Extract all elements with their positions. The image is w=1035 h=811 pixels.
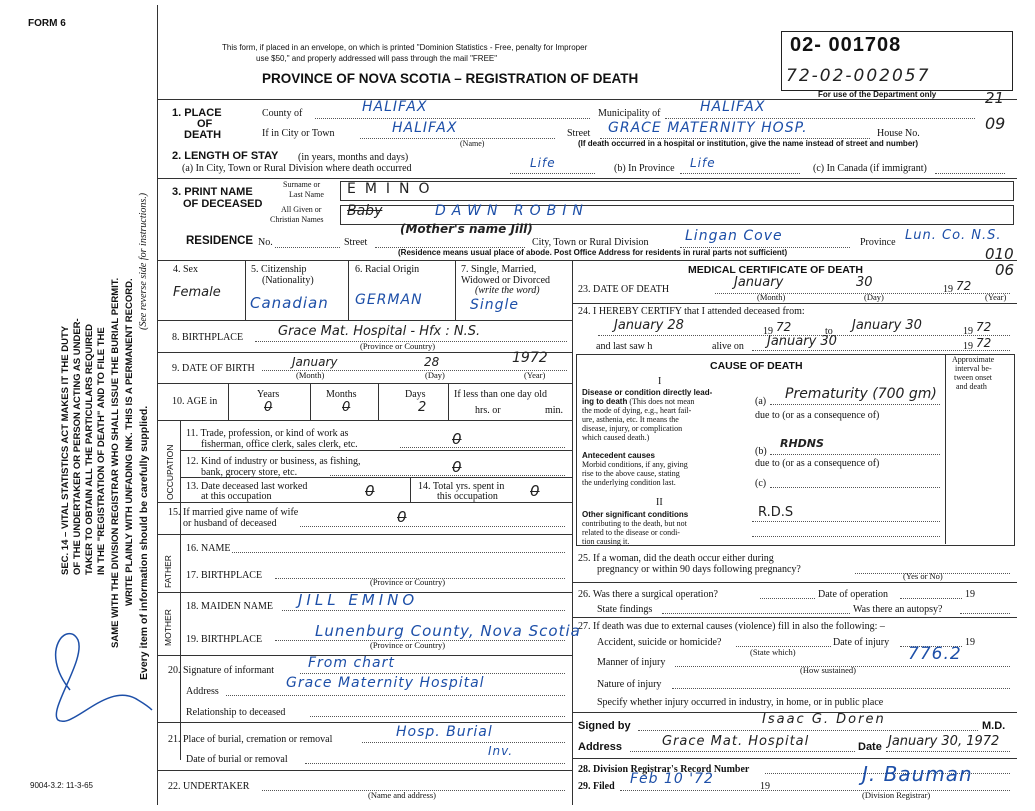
q29-label: 29. Filed [578, 781, 615, 792]
attended-from-prefix: 19 [763, 326, 773, 337]
city-value[interactable]: HALIFAX [392, 120, 458, 136]
medical-title: MEDICAL CERTIFICATE OF DEATH [688, 264, 863, 276]
roman-ii: II [656, 497, 663, 508]
given-crossed-value: Baby [347, 203, 383, 219]
house-code: 09 [985, 114, 1006, 133]
md-label: M.D. [982, 720, 1006, 732]
residence-city-label: City, Town or Rural Division [532, 237, 649, 248]
birthplace-label: 8. BIRTHPLACE [172, 332, 244, 343]
rule [157, 420, 572, 421]
q15-label-b: or husband of deceased [183, 518, 277, 529]
department-code: 21 [985, 89, 1005, 107]
dotline [305, 763, 565, 764]
vrule [348, 260, 349, 320]
left-margin-rule [157, 5, 158, 805]
residence-city-value[interactable]: Lingan Cove [685, 228, 783, 244]
mothers-name-note: (Mother's name Jill) [400, 222, 533, 236]
street-value[interactable]: GRACE MATERNITY HOSP. [608, 120, 808, 136]
rule [157, 502, 572, 503]
dotline [400, 447, 565, 448]
dotline [672, 688, 1010, 689]
dotline [752, 536, 940, 537]
postal-notice-2: use $50," and properly addressed will pass through the mail "FREE" [256, 54, 498, 63]
dotline [886, 751, 1010, 752]
rule [157, 352, 572, 353]
last-saw-label: and last saw h [596, 341, 653, 352]
vrule [180, 420, 181, 760]
age-lt1-label: If less than one day old [454, 389, 548, 400]
occupation-side-label: OCCUPATION [165, 444, 175, 500]
dotline [960, 613, 1010, 614]
rule [572, 758, 1017, 759]
undertaker-caption: (Name and address) [368, 790, 436, 800]
municipality-value[interactable]: HALIFAX [700, 99, 766, 115]
stay-a-label: (a) In City, Town or Rural Division where death occurred [182, 163, 412, 174]
vrule [945, 354, 946, 544]
q28-label: 28. Division Registrar's Record Number [578, 764, 750, 775]
street-label: Street [567, 128, 591, 139]
age-years-label: Years [257, 389, 280, 400]
q11-label-b: fisherman, office clerk, sales clerk, etc. [201, 439, 358, 450]
marital-value[interactable]: Single [470, 297, 520, 313]
doctor-address-value[interactable]: Grace Mat. Hospital [662, 734, 810, 749]
mother-birthplace-value[interactable]: Lunenburg County, Nova Scotia [315, 622, 581, 640]
injury-date-label: Date of injury [833, 637, 890, 648]
cause-b-value[interactable]: RHDNS [780, 437, 824, 450]
stay-b-label: (b) In Province [614, 163, 675, 174]
interval-label-1: Approximate [952, 355, 995, 364]
q24-label: 24. I HEREBY CERTIFY that I attended deceased from: [578, 306, 805, 317]
signature-date-label: Date [858, 741, 882, 753]
marital-label-2: Widowed or Divorced [461, 275, 551, 286]
roman-i: I [658, 376, 662, 387]
dotline [760, 598, 815, 599]
registration-number-handwritten: 72-02-002057 [786, 66, 931, 86]
father-side-label: FATHER [163, 555, 173, 588]
other-label-1: Other significant conditions [582, 510, 689, 519]
rule [157, 722, 572, 723]
dotline [510, 173, 595, 174]
side-text-4: IN THE "REGISTRATION OF DEATH" AND TO FILE THE [96, 327, 107, 575]
length-of-stay-sub: (in years, months and days) [298, 152, 409, 163]
q25-label-a: 25. If a woman, did the death occur either during [578, 553, 774, 564]
age-label: 10. AGE in [172, 396, 218, 407]
age-min-label: min. [545, 405, 564, 416]
birthplace-value[interactable]: Grace Mat. Hospital - Hfx : N.S. [278, 324, 481, 339]
q12-label-b: bank, grocery store, etc. [201, 467, 298, 478]
citizenship-sub: (Nationality) [262, 275, 314, 286]
mother-birthplace-label: 19. BIRTHPLACE [186, 634, 263, 645]
racial-label: 6. Racial Origin [355, 264, 420, 275]
marital-label-3: (write the word) [475, 285, 540, 296]
cause-title: CAUSE OF DEATH [710, 360, 803, 372]
dob-day-caption: (Day) [425, 370, 445, 380]
dob-year-value[interactable]: 1972 [512, 350, 548, 366]
q13-label-a: 13. Date deceased last worked [186, 481, 308, 492]
disease-label-5: ure, asthenia, etc. It means the [582, 415, 679, 424]
dob-label: 9. DATE OF BIRTH [172, 363, 255, 374]
death-year-value[interactable]: 72 [956, 279, 972, 293]
how-sustained-caption: (How sustained) [800, 665, 856, 675]
dotline [630, 751, 855, 752]
rule [180, 477, 572, 478]
rule [572, 303, 1017, 304]
other-label-4: tion causing it. [582, 537, 630, 546]
dotline [315, 118, 590, 119]
injury-code: 776.2 [908, 644, 962, 664]
place-of-death-label-of: OF [197, 118, 213, 130]
burial-label: 21. Place of burial, cremation or removal [168, 734, 333, 745]
cause-c-label: (c) [755, 478, 767, 489]
dotline [360, 138, 555, 139]
mother-maiden-label: 18. MAIDEN NAME [186, 601, 273, 612]
attended-from-value[interactable]: January 28 [614, 318, 684, 333]
length-of-stay-label: 2. LENGTH OF STAY [172, 150, 279, 162]
dotline [282, 610, 565, 611]
vrule [228, 383, 229, 420]
dotline [362, 742, 565, 743]
q14-value[interactable]: 0 [530, 482, 540, 500]
father-birthplace-label: 17. BIRTHPLACE [186, 570, 263, 581]
disease-label-1: Disease or condition directly lead- [582, 388, 713, 397]
form-number: FORM 6 [28, 18, 66, 29]
rule [157, 320, 572, 321]
residence-street-label: Street [344, 237, 368, 248]
attended-to-value[interactable]: January 30 [852, 318, 922, 333]
dob-day-value[interactable]: 28 [424, 355, 440, 369]
death-year-prefix: 19 [943, 284, 953, 295]
registrar-caption: (Division Registrar) [862, 790, 931, 800]
other-label-3: related to the disease or condi- [582, 528, 680, 537]
dotline [310, 716, 565, 717]
attended-to-prefix: 19 [963, 326, 973, 337]
dob-month-value[interactable]: January [292, 355, 338, 369]
cause-due-label-2: due to (or as a consequence of) [755, 458, 880, 469]
attended-from-year[interactable]: 72 [776, 320, 792, 334]
city-label: If in City or Town [262, 128, 335, 139]
q26-label-a: 26. Was there a surgical operation? [578, 589, 718, 600]
mother-birthplace-caption: (Province or Country) [370, 640, 446, 650]
dotline [330, 475, 565, 476]
dotline [770, 487, 940, 488]
antecedent-label-2: Morbid conditions, if any, giving [582, 460, 688, 469]
dotline [752, 521, 940, 522]
stay-b-value[interactable]: Life [690, 156, 716, 170]
doctor-address-label: Address [578, 741, 623, 753]
side-text-5: SAME WITH THE DIVISION REGISTRAR WHO SHALL ISSUE THE BURIAL PERMIT. [110, 277, 121, 648]
dotline [232, 552, 565, 553]
interval-label-2: interval be- [955, 364, 992, 373]
other-label-2: contributing to the death, but not [582, 519, 687, 528]
dotline [300, 526, 565, 527]
age-months-value[interactable]: 0 [342, 400, 351, 415]
vrule [245, 260, 246, 320]
specify-label: Specify whether injury occurred in industry, in home, or in public place [597, 697, 884, 708]
q11-value[interactable]: 0 [452, 430, 462, 448]
dotline [226, 695, 565, 696]
dotline [638, 730, 978, 731]
residence-code-2: 06 [995, 261, 1015, 279]
stay-a-value[interactable]: Life [530, 156, 556, 170]
vrule [310, 383, 311, 420]
signature-date-value[interactable]: January 30, 1972 [888, 734, 1000, 749]
citizenship-label: 5. Citizenship [251, 264, 307, 275]
vrule [448, 383, 449, 420]
alive-on-label: alive on [712, 341, 744, 352]
dotline [275, 247, 340, 248]
q15-label-a: 15. If married give name of wife [168, 507, 299, 518]
other-conditions-value[interactable]: R.D.S [758, 505, 794, 520]
signed-by-label: Signed by [578, 720, 631, 732]
county-label: County of [262, 108, 303, 119]
residence-label: RESIDENCE [186, 235, 254, 247]
age-months-label: Months [326, 389, 357, 400]
surname-value: EMINO [347, 181, 439, 197]
disease-label-7: which caused death.) [582, 433, 650, 442]
q26-year-prefix: 19 [965, 589, 975, 600]
dotline [935, 173, 1005, 174]
birthplace-caption: (Province or Country) [360, 341, 436, 351]
rule [572, 582, 1017, 583]
q26-label-b: State findings [597, 604, 653, 615]
filed-year-prefix: 19 [760, 781, 770, 792]
last-seen-prefix: 19 [963, 341, 973, 352]
rule [157, 770, 572, 771]
death-year-caption: (Year) [985, 292, 1007, 302]
dotline [620, 790, 1010, 791]
attended-to-year[interactable]: 72 [976, 320, 992, 334]
relationship-label: Relationship to deceased [186, 707, 286, 718]
surname-label-2: Last Name [289, 190, 324, 199]
rule [157, 383, 572, 384]
mother-maiden-value[interactable]: JILL EMINO [298, 591, 419, 609]
dotline [770, 454, 940, 455]
manner-label: Manner of injury [597, 657, 666, 668]
vrule [410, 477, 411, 502]
death-month-value[interactable]: January [734, 275, 784, 290]
father-birthplace-caption: (Province or Country) [370, 577, 446, 587]
informant-address-value[interactable]: Grace Maternity Hospital [286, 675, 485, 691]
department-use-note: For use of the Department only [818, 90, 937, 99]
last-seen-value[interactable]: January 30 [767, 334, 837, 349]
q12-label-a: 12. Kind of industry or business, as fishing, [186, 456, 361, 467]
given-value: DAWN ROBIN [435, 203, 589, 219]
residence-province-label: Province [860, 237, 896, 248]
residence-code-1: 010 [985, 245, 1014, 263]
last-seen-year[interactable]: 72 [976, 336, 992, 350]
cause-b-label: (b) [755, 446, 767, 457]
given-label-2: Christian Names [270, 215, 324, 224]
q15-value[interactable]: 0 [397, 508, 407, 526]
burial-date-value[interactable]: Inv. [488, 744, 514, 758]
postal-notice-1: This form, if placed in an envelope, on which is printed "Dominion Statistics - Free, penalty for Improper [222, 43, 588, 52]
sex-value[interactable]: Female [173, 285, 221, 300]
residence-no-label: No. [258, 237, 273, 248]
mother-side-label: MOTHER [163, 609, 173, 646]
death-month-caption: (Month) [757, 292, 786, 302]
cause-a-label: (a) [755, 396, 767, 407]
dotline [300, 673, 565, 674]
form-title: PROVINCE OF NOVA SCOTIA – REGISTRATION OF DEATH [262, 71, 639, 86]
q12-value[interactable]: 0 [452, 458, 462, 476]
side-text-1: SEC. 14 – VITAL STATISTICS ACT MAKES IT THE DUTY [60, 325, 71, 575]
dotline [770, 404, 940, 405]
house-label: House No. [877, 128, 920, 139]
registrar-signature: J. Bauman [862, 762, 973, 786]
q27-label: 27. If death was due to external causes (violence) fill in also the following: – [578, 621, 885, 632]
citizenship-value[interactable]: Canadian [250, 294, 329, 312]
dotline [900, 598, 962, 599]
print-name-label: 3. PRINT NAME [172, 186, 253, 198]
rule-top [157, 99, 1017, 100]
center-divider [572, 260, 573, 805]
print-name-label-2: OF DECEASED [183, 198, 263, 210]
informant-address-label: Address [186, 686, 219, 697]
side-text-3: TAKER TO OBTAIN ALL THE PARTICULARS REQUIRED [84, 323, 95, 575]
surname-label: Surname or [283, 180, 321, 189]
dotline [752, 350, 1010, 351]
q13-value[interactable]: 0 [365, 482, 375, 500]
q14-label-a: 14. Total yrs. spent in [418, 481, 505, 492]
attended-to-label: to [825, 326, 833, 337]
county-value[interactable]: HALIFAX [362, 99, 428, 115]
q25-caption: (Yes or No) [903, 571, 943, 581]
margin-scribble [28, 620, 158, 730]
disease-label-4: the mode of dying, e.g., heart fail- [582, 406, 692, 415]
informant-label: 20. Signature of informant [168, 665, 275, 676]
q26-date-label: Date of operation [818, 589, 888, 600]
cause-due-label-1: due to (or as a consequence of) [755, 410, 880, 421]
death-day-caption: (Day) [864, 292, 884, 302]
dotline [680, 173, 800, 174]
age-hrs-label: hrs. or [475, 405, 501, 416]
rule [180, 450, 572, 451]
side-text-8: (See reverse side for instructions.) [138, 192, 149, 330]
q26-label-c: Was there an autopsy? [853, 604, 943, 615]
dob-year-caption: (Year) [524, 370, 546, 380]
form-code: 9004-3.2: 11-3-65 [30, 781, 94, 790]
dotline [662, 613, 850, 614]
interval-label-4: and death [956, 382, 987, 391]
disease-label-3: (This does not mean [629, 397, 695, 406]
antecedent-label-3: rise to the above cause, stating [582, 469, 680, 478]
filed-date-value[interactable]: Feb 10 '72 [630, 771, 714, 787]
side-text-2: OF THE UNDERTAKER OR PERSON ACTING AS UNDER- [72, 318, 83, 575]
dotline [665, 118, 975, 119]
undertaker-label: 22. UNDERTAKER [168, 781, 250, 792]
state-which-caption: (State which) [750, 647, 796, 657]
disease-label-6: disease, injury, or complication [582, 424, 683, 433]
burial-value[interactable]: Hosp. Burial [396, 724, 493, 740]
side-text-7: Every item of information should be carefully supplied. [138, 405, 150, 680]
rule [572, 617, 1017, 618]
antecedent-label-4: the underlying condition last. [582, 478, 676, 487]
injury-year-prefix: 19 [965, 637, 975, 648]
vrule [455, 260, 456, 320]
disease-label-2: ing to death [582, 397, 628, 406]
death-day-value[interactable]: 30 [856, 275, 873, 290]
sex-label: 4. Sex [173, 264, 198, 275]
side-text-6: WRITE PLAINLY WITH UNFADING INK. THIS IS A PERMANENT RECORD. [124, 278, 135, 606]
q11-label-a: 11. Trade, profession, or kind of work as [186, 428, 349, 439]
age-days-label: Days [405, 389, 426, 400]
q13-label-b: at this occupation [201, 491, 272, 502]
name-caption: (Name) [460, 139, 485, 148]
residence-note: (Residence means usual place of abode. Post Office Address for residents in rural parts not sufficient) [398, 248, 788, 257]
accident-label: Accident, suicide or homicide? [597, 637, 722, 648]
age-years-value[interactable]: 0 [264, 400, 273, 415]
registration-number-printed: 02- 001708 [790, 34, 902, 56]
rule [157, 178, 1017, 179]
signed-by-value[interactable]: Isaac G. Doren [762, 712, 886, 727]
interval-label-3: tween onset [954, 373, 992, 382]
q14-label-b: this occupation [437, 491, 498, 502]
place-of-death-label-death: DEATH [184, 129, 222, 141]
father-name-label: 16. NAME [186, 543, 231, 554]
q23-label: 23. DATE OF DEATH [578, 284, 670, 295]
antecedent-label-1: Antecedent causes [582, 451, 655, 460]
burial-date-label: Date of burial or removal [186, 754, 288, 765]
rule [157, 534, 572, 535]
stay-c-label: (c) In Canada (if immigrant) [813, 163, 927, 174]
municipality-label: Municipality of [598, 108, 661, 119]
vrule [378, 383, 379, 420]
nature-label: Nature of injury [597, 679, 662, 690]
q25-label-b: pregnancy or within 90 days following pregnancy? [597, 564, 801, 575]
residence-province-value[interactable]: Lun. Co. N.S. [905, 228, 1002, 243]
dob-month-caption: (Month) [296, 370, 325, 380]
racial-value[interactable]: GERMAN [355, 292, 423, 308]
rule [157, 260, 1017, 261]
given-label: All Given or [281, 205, 322, 214]
age-days-value[interactable]: 2 [418, 400, 427, 415]
place-of-death-label: 1. PLACE [172, 107, 222, 119]
hospital-note: (If death occurred in a hospital or institution, give the name instead of street and number) [578, 139, 919, 148]
surname-boxes[interactable] [340, 181, 1014, 201]
informant-value[interactable]: From chart [308, 655, 395, 671]
marital-label: 7. Single, Married, [461, 264, 537, 275]
cause-a-value[interactable]: Prematurity (700 gm) [785, 386, 937, 402]
